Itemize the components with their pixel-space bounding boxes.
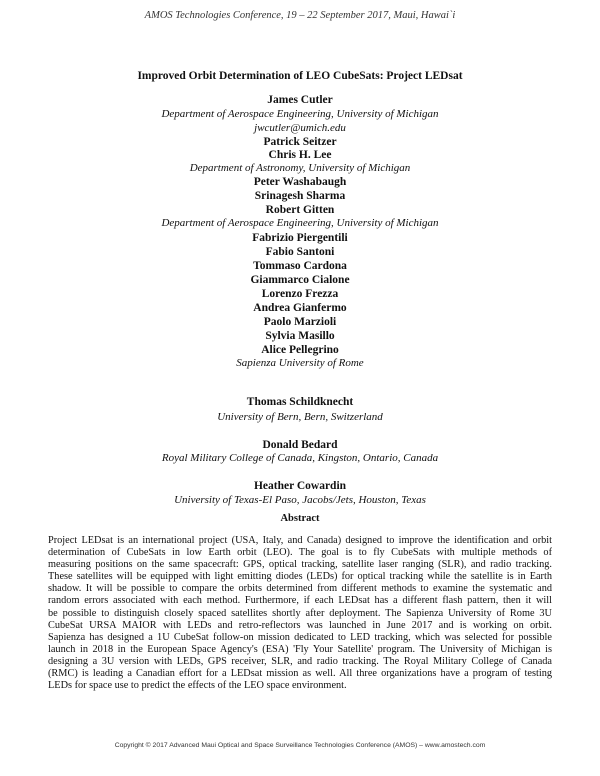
author-name: Heather Cowardin (253, 480, 347, 492)
abstract-line: designing a 3U version with LEDs, GPS receiver, SLR, and radio tracking. The Royal Military College of Canada (48, 655, 552, 667)
author-affiliation: University of Texas-El Paso, Jacobs/Jets, Houston, Texas (174, 494, 426, 506)
abstract-line: Project LEDsat is an international project (USA, Italy, and Canada) designed to improve the identification and orbit (48, 535, 552, 546)
abstract-line: Sapienza has designed a 1U CubeSat follow-on mission dedicated to LED tracking, which was selected for possible (48, 631, 552, 643)
author-name: Paolo Marzioli (263, 316, 337, 328)
author-name: Andrea Gianfermo (253, 302, 347, 314)
author-affiliation: Sapienza University of Rome (236, 357, 364, 369)
author-name: Tommaso Cardona (253, 260, 347, 272)
abstract-line: determination of CubeSats in low Earth orbit (LEO). The goal is to fly CubeSats with multiple methods of (48, 547, 552, 559)
abstract-line: be possible to distinguish closely spaced satellites shortly after deployment. The Sapienza University of Rome 3U (48, 607, 552, 619)
author-name: James Cutler (267, 94, 333, 106)
author-name: Lorenzo Frezza (261, 288, 339, 300)
abstract-body (48, 535, 552, 692)
author-name: Robert Gitten (265, 204, 335, 216)
author-affiliation: jwcutler@umich.edu (254, 122, 346, 134)
author-name: Chris H. Lee (268, 149, 332, 161)
abstract-line: launch in 2018 in the European Space Agency's (ESA) 'Fly Your Satellite' program. The University of Michigan is (48, 643, 552, 655)
abstract-line: random errors associated with each method. Furthermore, if each LEDsat has a different flash pattern, then it will (48, 595, 552, 607)
copyright-footer: Copyright © 2017 Advanced Maui Optical and Space Surveillance Technologies Conference (AMOS) – www.amostech.com (114, 742, 486, 749)
author-name: Alice Pellegrino (261, 344, 339, 356)
author-affiliation: University of Bern, Bern, Switzerland (217, 411, 383, 423)
author-name: Patrick Seitzer (263, 136, 337, 148)
author-name: Thomas Schildknecht (246, 396, 354, 408)
author-affiliation: Royal Military College of Canada, Kingston, Ontario, Canada (161, 452, 439, 464)
author-name: Srinagesh Sharma (254, 190, 346, 202)
author-name: Peter Washabaugh (253, 176, 347, 188)
author-affiliation: Department of Aerospace Engineering, University of Michigan (161, 108, 439, 120)
author-name: Fabrizio Piergentili (252, 232, 348, 244)
paper-title: Improved Orbit Determination of LEO CubeSats: Project LEDsat (137, 70, 463, 82)
abstract-line: (RMC) is leading a Canadian effort for a LEDsat mission as well. All three organizations have a program of testing (48, 668, 552, 680)
abstract-heading: Abstract (280, 513, 320, 524)
abstract-line: CubeSat URSA MAIOR with LEDs and retro-reflectors was launched in June 2017 and is working on orbit. (48, 619, 552, 631)
author-affiliation: Department of Aerospace Engineering, University of Michigan (161, 217, 439, 229)
abstract-line: LEDs for space use to predict the effects of the LEO space environment. (48, 680, 347, 692)
author-name: Donald Bedard (262, 439, 338, 451)
author-affiliation: Department of Astronomy, University of Michigan (189, 162, 411, 174)
abstract-line: measuring positions on the same spacecraft: GPS, optical tracking, satellite laser ranging (SLR), and radio tracking. (48, 559, 552, 571)
abstract-line: shadow. It will be possible to compare the orbits determined from different methods to examine the systematic and (48, 583, 552, 595)
conference-header: AMOS Technologies Conference, 19 – 22 September 2017, Maui, Hawai`i (144, 10, 456, 21)
author-name: Fabio Santoni (265, 246, 335, 258)
author-name: Giammarco Cialone (250, 274, 350, 286)
author-name: Sylvia Masillo (265, 330, 335, 342)
abstract-line: These satellites will be equipped with light emitting diodes (LEDs) for optical tracking while the satellite is in Earth (48, 571, 552, 583)
